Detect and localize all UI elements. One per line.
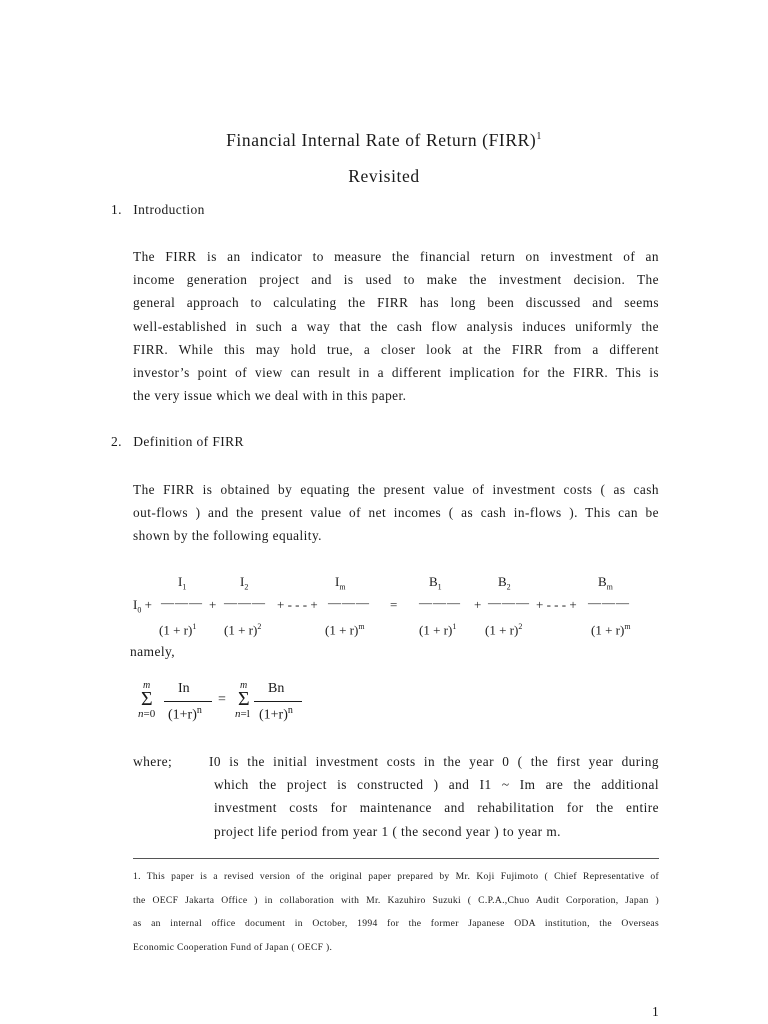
footnote: 1. This paper is a revised version of the original paper prepared by Mr. Koji Fujimoto ( Chief Representative of the OECF Jakarta Office ) in collaboration with Mr. Kazuhiro Suzuki ( C.P.A.,Chuo Audit Corporation, Japan ) as an internal office document in October, 1994 for the former Japanese ODA institution, the Overseas Economic Cooperation Fund of Japan ( OECF ).	[133, 871, 659, 953]
eq-bar-4: ———	[419, 595, 461, 610]
section-1-heading: 1. Introduction	[111, 202, 205, 217]
eq-den-4: $(1 + r)^1$	[419, 622, 457, 638]
paper-title: Financial Internal Rate of Return (FIRR)$^1$	[226, 130, 542, 150]
eq-num-b1: $B_1$	[429, 574, 442, 592]
eq-den-3: $(1 + r)^m$	[325, 622, 365, 638]
eq2-equals: =	[218, 692, 226, 707]
eq-num-i2: $I_2$	[240, 574, 249, 592]
num-right: Bn	[268, 681, 285, 696]
section-1-paragraph: The FIRR is an indicator to measure the financial return on investment of an income generation project and is used to make the investment decision. The general approach to calculating the FIRR has long been discussed and seems well-established in such a way that the cash flow analysis induces uniformly the FIRR. While this may hold true, a closer look at the FIRR from a different investor’s point of view can result in a different implication for the FIRR. This is the very issue which we deal with in this paper.	[133, 249, 659, 404]
eq-dots-2: + - - - +	[536, 597, 577, 612]
sigma-right: Σ	[238, 688, 250, 710]
eq-bar-2: ———	[224, 595, 266, 610]
eq-den-1: $(1 + r)^1$	[159, 622, 197, 638]
eq-den-5: $(1 + r)^2$	[485, 622, 523, 638]
eq-num-b2: $B_2$	[498, 574, 511, 592]
eq-num-i1: $I_1$	[178, 574, 187, 592]
eq-equals: =	[390, 597, 398, 612]
sum-lower-left: n=0	[138, 708, 156, 720]
eq-num-bm: $B_m$	[598, 574, 613, 592]
den-right: $(1+r)^n$	[259, 705, 293, 723]
eq-plus-1: +	[209, 597, 217, 612]
frac-line-left	[164, 701, 212, 702]
eq-bar-6: ———	[588, 595, 630, 610]
where-paragraph: I0 is the initial investment costs in the year 0 ( the first year during which the project is constructed ) and I1 ~ Im are the additional investment costs for maintenance and rehabilitation for the entire project life period from year 1 ( the second year ) to year m.	[209, 754, 659, 839]
sum-lower-right: n=l	[235, 708, 250, 720]
eq-lead: $I_0$ +	[133, 597, 152, 615]
num-left: In	[178, 681, 190, 696]
title-footnote-marker: 1	[536, 131, 542, 143]
eq-bar-3: ———	[328, 595, 370, 610]
eq-plus-2: +	[474, 597, 482, 612]
sigma-left: Σ	[141, 688, 153, 710]
eq-bar-1: ———	[161, 595, 203, 610]
sum-upper-right: m	[240, 680, 248, 691]
eq-bar-5: ———	[488, 595, 530, 610]
namely-text: namely,	[130, 644, 176, 659]
footnote-rule	[133, 858, 659, 859]
den-left: $(1+r)^n$	[168, 705, 202, 723]
eq-dots-1: + - - - +	[277, 597, 318, 612]
paper-subtitle: Revisited	[348, 166, 420, 186]
sum-upper-left: m	[143, 680, 151, 691]
eq-num-im: $I_m$	[335, 574, 346, 592]
where-label: where;	[133, 754, 173, 769]
eq-den-6: $(1 + r)^m$	[591, 622, 631, 638]
frac-line-right	[254, 701, 302, 702]
section-2-heading: 2. Definition of FIRR	[111, 434, 244, 449]
section-2-paragraph: The FIRR is obtained by equating the present value of investment costs ( as cash out-flows ) and the present value of net incomes ( as cash in-flows ). This can be shown by the following equality.	[133, 482, 659, 544]
page-number: 1	[652, 1004, 660, 1019]
eq-den-2: $(1 + r)^2$	[224, 622, 262, 638]
